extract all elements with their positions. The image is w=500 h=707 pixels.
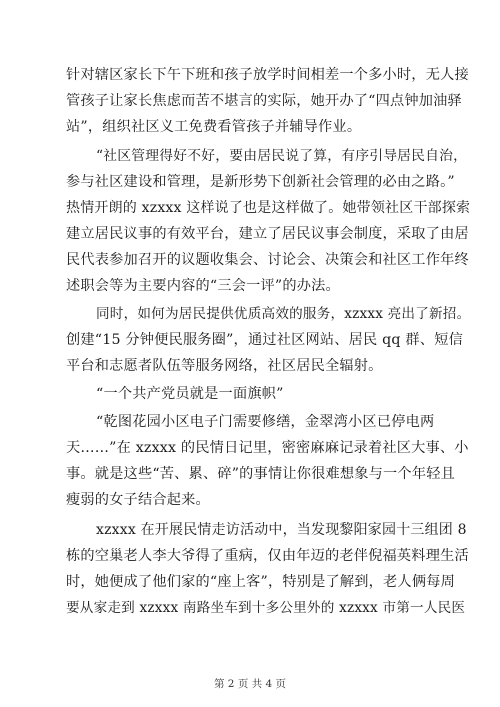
body-text-line: 述职会等为主要内容的“三会一评”的办法。	[66, 278, 340, 294]
body-text-line: 时，她便成了他们家的“座上客”，特别是了解到，老人俩每周	[66, 574, 455, 590]
body-text-line: 平台和志愿者队伍等服务网络，社区居民全辐射。	[66, 358, 383, 374]
body-text-line: “社区管理得好不好，要由居民说了算，有序引导居民自治，	[96, 148, 468, 164]
body-text-line: 创建“15 分钟便民服务圈”，通过社区网站、居民 qq 群、短信	[66, 332, 463, 348]
body-text-line: 事。就是这些“苦、累、碎”的事情让你很难想象与一个年轻且	[66, 466, 455, 482]
page-number-footer: 第 2 页 共 4 页	[213, 678, 287, 690]
body-text-line: 栋的空巢老人李大爷得了重病，仅由年迈的老伴倪福英料理生活	[66, 548, 469, 564]
section-heading: “一个共产党员就是一面旗帜”	[96, 386, 284, 402]
body-text-line: 站”，组织社区义工免费看管孩子并辅导作业。	[66, 119, 362, 135]
body-text-line: 建立居民议事的有效平台，建立了居民议事会制度，采取了由居	[66, 226, 469, 242]
body-text-line: 要从家走到 xzxxx 南路坐车到十多公里外的 xzxxx 市第一人民医	[66, 600, 466, 616]
body-text-line: 管孩子让家长焦虑而苦不堪言的实际，她开办了“四点钟加油驿	[66, 93, 462, 109]
body-text-line: 同时，如何为居民提供优质高效的服务，xzxxx 亮出了新招。	[96, 306, 471, 322]
body-text-line: 瘦弱的女子结合起来。	[66, 492, 210, 508]
body-text-line: xzxxx 在开展民情走访活动中，当发现黎阳家园十三组团 8	[96, 522, 467, 538]
body-text-line: 参与社区建设和管理，是新形势下创新社会管理的必由之路。”	[66, 174, 455, 190]
body-text-line: 热情开朗的 xzxxx 这样说了也是这样做了。她带领社区干部探索	[66, 200, 471, 216]
body-text-line: “乾图花园小区电子门需要修缮，金翠湾小区已停电两	[96, 414, 435, 430]
body-text-line: 民代表参加召开的议题收集会、讨论会、决策会和社区工作年终	[66, 252, 469, 268]
body-text-line: 天……”在 xzxxx 的民情日记里，密密麻麻记录着社区大事、小	[66, 440, 469, 456]
body-text-line: 针对辖区家长下午下班和孩子放学时间相差一个多小时，无人接	[66, 67, 469, 83]
